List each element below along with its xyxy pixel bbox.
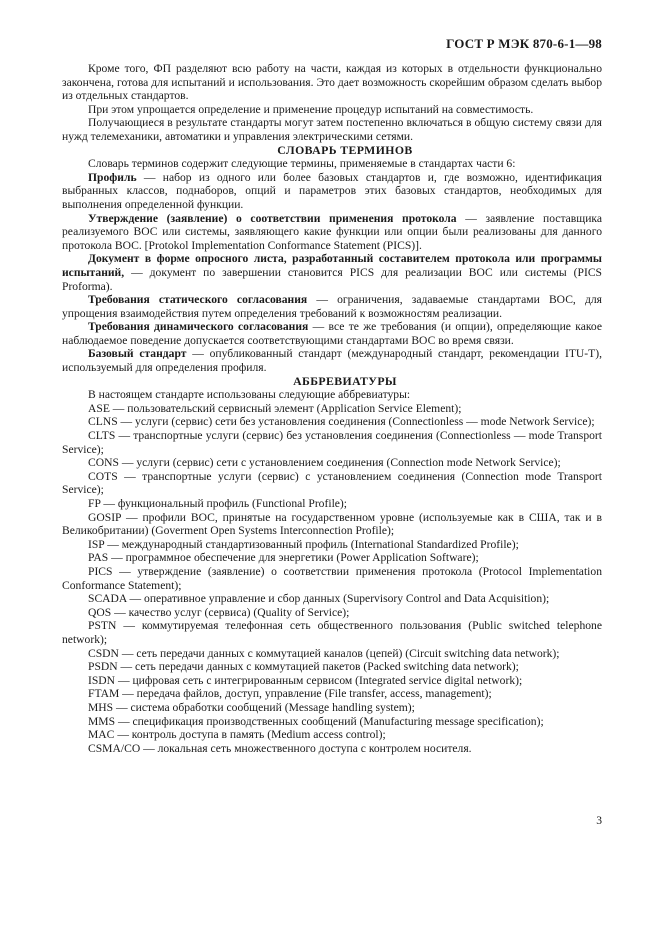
document-code: ГОСТ Р МЭК 870-6-1—98 [446, 36, 602, 51]
abbreviation-item: MAC — контроль доступа в память (Medium access control); [88, 728, 386, 742]
abbreviation-item: CSMA/CO — локальная сеть множественного доступа с контролем носителя. [88, 741, 472, 755]
glossary-definition: — заявление поставщика реализуемого ВОС или системы, заявляющего какие функции или опции были реализованы для данного протокола ВОС. [Protokol Implementation Conformance Statement (PICS)]. [62, 211, 603, 252]
glossary-definition: — набор из одного или более базовых стандартов и, где возможно, идентификация выбранных классов, поднаборов, опций и параметров этих базовых стандартов, необходимых для выполнения определенной функции. [62, 170, 602, 211]
abbreviation-item: QOS — качество услуг (сервиса) (Quality of Service); [88, 605, 350, 619]
glossary-definition: — опубликованный стандарт (международный стандарт, рекомендации ITU-T), используемый для определения профиля. [62, 347, 602, 375]
glossary-heading: СЛОВАРЬ ТЕРМИНОВ [277, 142, 413, 157]
glossary-term: Требования статического согласования [88, 293, 308, 307]
abbreviation-item: PAS — программное обеспечение для энергетики (Power Application Software); [88, 551, 479, 565]
glossary-definition: — все те же требования (и опции), определяющие какое наблюдаемое поведение допускается соответствующими стандартами ВОС во время связи. [62, 320, 602, 347]
abbreviation-item: PSDN — сеть передачи данных с коммутацией пакетов (Packed switching data network); [88, 660, 519, 674]
abbreviation-item: GOSIP — профили ВОС, принятые на государственном уровне (используемые как в США, так и в Великобритании) (Goverment Open Systems Interconnection Profile); [62, 510, 602, 538]
abbreviation-item: COTS — транспортные услуги (сервис) с установлением соединения (Connection mode Transport Service); [62, 469, 602, 497]
glossary-term: Документ в форме опросного листа, разработанный составителем протокола или программы испытаний, [62, 252, 602, 279]
abbreviation-item: CSDN — сеть передачи данных с коммутацией каналов (цепей) (Circuit switching data network); [88, 646, 560, 660]
abbreviation-item: CLNS — услуги (сервис) сети без установления соединения (Connectionless — mode Network Service); [88, 415, 595, 429]
abbreviation-item: FTAM — передача файлов, доступ, управление (File transfer, access, management); [88, 687, 492, 701]
abbreviation-item: MHS — система обработки сообщений (Message handling system); [88, 700, 415, 714]
glossary-item [62, 252, 602, 293]
abbreviations-heading: АББРЕВИАТУРЫ [293, 373, 397, 388]
glossary-item [62, 293, 602, 320]
glossary-term: Базовый стандарт [88, 347, 187, 361]
abbreviation-item: MMS — спецификация производственных сообщений (Manufacturing message specification); [88, 714, 544, 728]
glossary-item [62, 171, 602, 212]
abbreviation-item: CONS — услуги (сервис) сети с установлением соединения (Connection mode Network Service); [88, 456, 561, 470]
glossary-item [62, 347, 602, 374]
glossary-definition: — документ по завершении становится PICS для реализации ВОС или системы (PICS Proforma). [62, 265, 602, 293]
abbreviation-item: PICS — утверждение (заявление) о соответствии применения протокола (Protocol Implementation Conformance Statement); [62, 564, 602, 592]
glossary-intro: Словарь терминов содержит следующие термины, применяемые в стандартах части 6: [88, 157, 516, 171]
glossary-term: Профиль [88, 170, 137, 184]
abbreviation-item: ASE — пользовательский сервисный элемент (Application Service Element); [88, 401, 462, 415]
glossary-term: Утверждение (заявление) о соответствии применения протокола [88, 211, 457, 225]
abbreviation-item: CLTS — транспортные услуги (сервис) без установления соединения (Connectionless — mode Transport Service); [62, 429, 602, 456]
glossary-item [62, 320, 602, 347]
abbreviation-item: FP — функциональный профиль (Functional Profile); [88, 497, 348, 510]
intro-paragraph-3: Получающиеся в результате стандарты могут затем постепенно включаться в общую систему связи для нужд телемеханики, автоматики и управления электрическими сетями. [62, 116, 602, 143]
abbreviation-item: ISDN — цифровая сеть с интегрированным сервисом (Integrated service digital network); [88, 673, 523, 687]
abbreviation-item: PSTN — коммутируемая телефонная сеть общественного пользования (Public switched telephone network); [62, 619, 602, 646]
intro-paragraph-2: При этом упрощается определение и применение процедур испытаний на совместимость. [88, 102, 534, 116]
page-number: 3 [596, 814, 602, 827]
abbreviation-item: SCADA — оперативное управление и сбор данных (Supervisory Control and Data Acquisition); [88, 592, 550, 606]
abbreviation-item: ISP — международный стандартизованный профиль (International Standardized Profile); [88, 537, 519, 551]
document-body [62, 62, 602, 755]
glossary-item [62, 212, 602, 253]
glossary-definition: — ограничения, задаваемые стандартами ВОС, для упрощения взаимодействия путем определения требований к возможностям реализации. [62, 293, 602, 320]
intro-paragraph-1: Кроме того, ФП разделяют всю работу на части, каждая из которых в отдельности функционально закончена, готова для испытаний и использования. Это дает возможность скорейшим образом сделать выбор из отдельных стандартов. [62, 62, 602, 103]
glossary-term: Требования динамического согласования [88, 320, 309, 334]
abbreviations-intro: В настоящем стандарте использованы следующие аббревиатуры: [88, 388, 411, 402]
